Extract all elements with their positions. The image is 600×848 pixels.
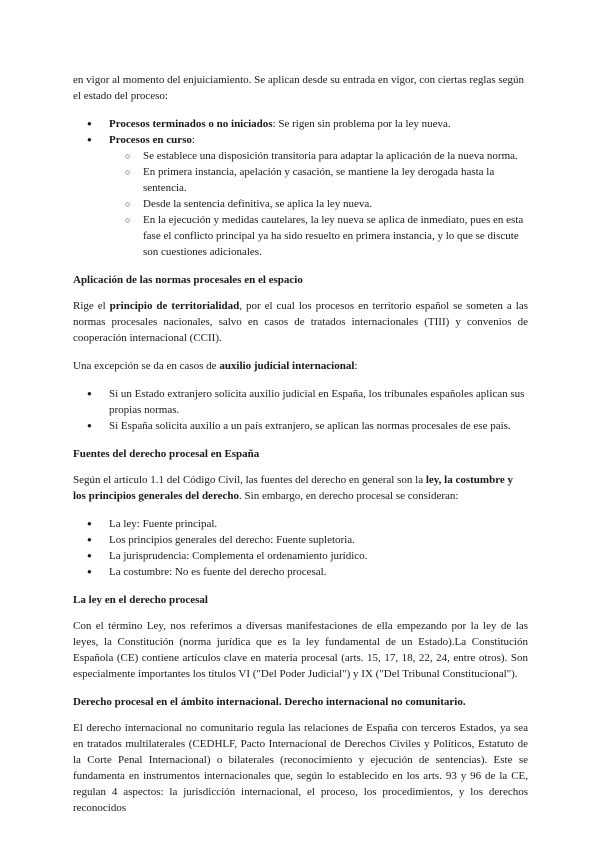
list-item: ● La jurisprudencia: Complementa el ordenamiento jurídico. <box>73 548 528 564</box>
intro-paragraph: en vigor al momento del enjuiciamiento. Se aplican desde su entrada en vigor, con ciertas reglas según el estado del proceso: <box>73 74 525 102</box>
sublist-item: ○ En primera instancia, apelación y casación, se mantiene la ley derogada hasta la sentencia. <box>109 164 528 196</box>
bold-term: Procesos terminados o no iniciados <box>109 118 273 130</box>
list-item: ● La costumbre: No es fuente del derecho procesal. <box>73 564 528 580</box>
sublist-item: ○ En la ejecución y medidas cautelares, la ley nueva se aplica de inmediato, pues en esta fase el conflicto principal ya ha sido resuelto en primera instancia, y lo que se discute son cuestiones adicionales. <box>109 212 528 260</box>
bold-term: Procesos en curso <box>109 134 192 146</box>
list-item: ● Si España solicita auxilio a un país extranjero, se aplican las normas procesales de ese país. <box>73 418 528 434</box>
bullet-list <box>73 516 528 580</box>
sublist <box>109 148 528 260</box>
bullet-list <box>73 386 528 434</box>
paragraph: Según el artículo 1.1 del Código Civil, las fuentes del derecho en general son la ley, la costumbre y los principios generales del derecho. Sin embargo, en derecho procesal se consideran: <box>73 474 514 502</box>
bold-term: principio de territorialidad <box>109 300 240 312</box>
list-item: ● Procesos en curso: ○ Se establece una disposición transitoria para adaptar la aplicación de la nueva norma. ○ En primera instancia, apelación y casación, se mantiene la ley derogada hasta la sentencia. ○ Desde la sentencia definitiva, se aplica la ley nueva. ○ En la ejecución y medidas cautelares, la ley nueva se aplica de inmediato, pues en esta fase el conflicto principal ya ha sido resuelto en primera instancia, y lo que se discute son cuestiones adicionales. <box>73 132 528 260</box>
sublist-item: ○ Se establece una disposición transitoria para adaptar la aplicación de la nueva norma. <box>109 148 528 164</box>
bold-term: ley, la costumbre y los principios generales del derecho <box>73 474 514 502</box>
section-heading: Fuentes del derecho procesal en España <box>73 448 260 460</box>
document-body <box>73 72 528 816</box>
sublist-item: ○ Desde la sentencia definitiva, se aplica la ley nueva. <box>109 196 528 212</box>
section-heading: Aplicación de las normas procesales en el espacio <box>73 274 303 286</box>
bold-term: auxilio judicial internacional <box>219 360 355 372</box>
process-state-list <box>73 116 528 260</box>
paragraph: Rige el principio de territorialidad, por el cual los procesos en territorio español se someten a las normas procesales nacionales, salvo en casos de tratados internacionales (TIII) y convenios de cooperación internacional (CCII). <box>73 300 528 344</box>
list-item: ● Los principios generales del derecho: Fuente supletoria. <box>73 532 528 548</box>
list-item: ● La ley: Fuente principal. <box>73 516 528 532</box>
list-item: ● Si un Estado extranjero solicita auxilio judicial en España, los tribunales españoles aplican sus propias normas. <box>73 386 528 418</box>
paragraph: El derecho internacional no comunitario regula las relaciones de España con terceros Estados, ya sea en tratados multilaterales (CEDHLF, Pacto Internacional de Derechos Civiles y Políticos, Estatuto de la Corte Penal Internacional) o bilaterales (reconocimiento y ejecución de sentencias). Este se fundamenta en instrumentos internacionales que, según lo establecido en los arts. 93 y 96 de la CE, regulan 4 aspectos: la jurisdicción internacional, el proceso, los procedimientos, y los derechos reconocidos <box>73 722 528 814</box>
list-item: ● Procesos terminados o no iniciados: Se rigen sin problema por la ley nueva. <box>73 116 528 132</box>
paragraph: Con el término Ley, nos referimos a diversas manifestaciones de ella empezando por la ley de las leyes, la Constitución (norma jurídica que es la ley fundamental de un Estado).La Constitución Española (CE) contiene artículos clave en materia procesal (arts. 15, 17, 18, 22, 24, entre otros). Son especialmente importantes los títulos VI ("Del Poder Judicial") y IX ("Del Tribunal Constitucional"). <box>73 620 528 680</box>
section-heading: Derecho procesal en el ámbito internacional. Derecho internacional no comunitario. <box>73 696 466 708</box>
section-heading: La ley en el derecho procesal <box>73 594 208 606</box>
paragraph: Una excepción se da en casos de auxilio judicial internacional: <box>73 360 358 372</box>
